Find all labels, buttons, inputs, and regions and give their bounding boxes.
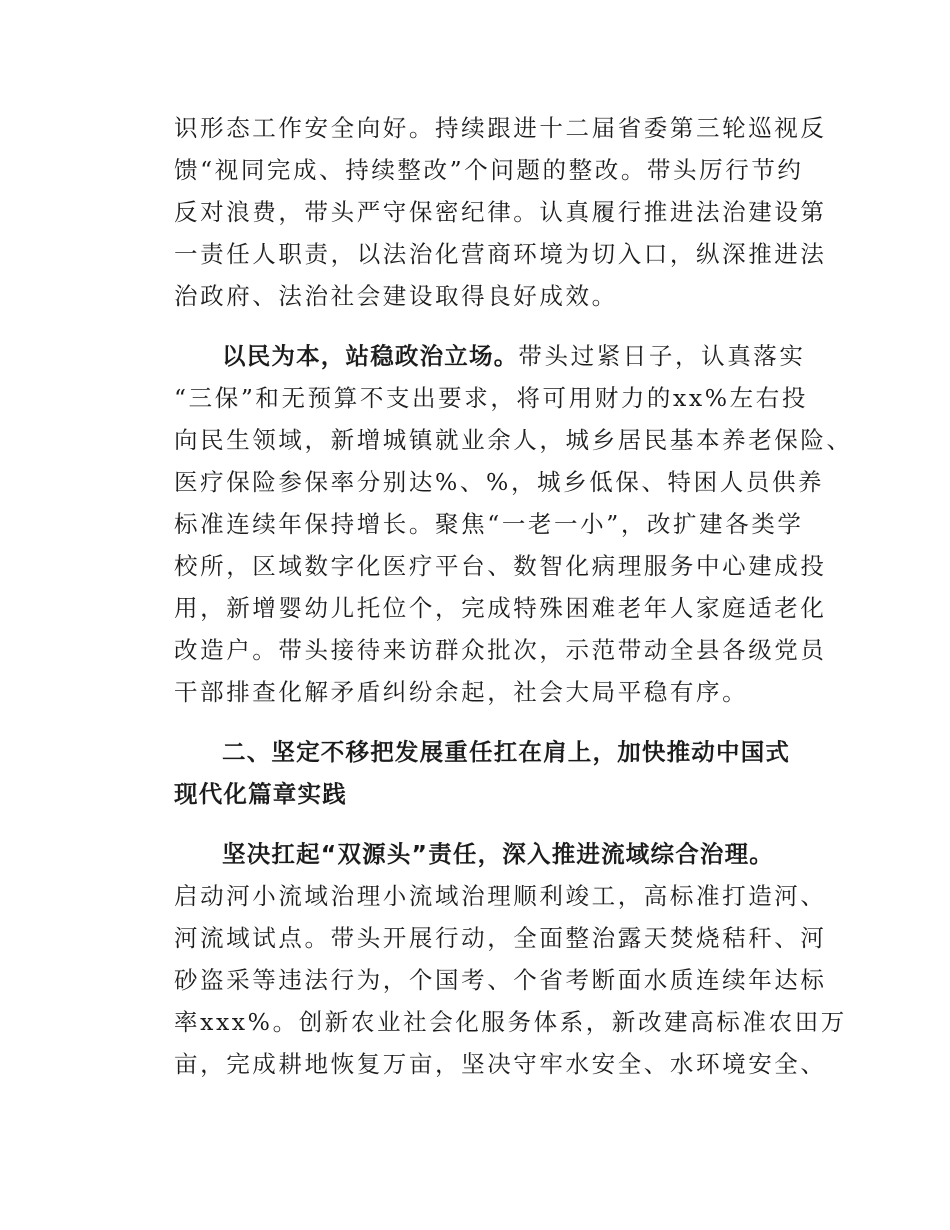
paragraph-line: 改造户。带头接待来访群众批次，示范带动全县各级党员 [174, 636, 827, 664]
paragraph-line: “三保”和无预算不支出要求，将可用财力的xx%左右投 [174, 384, 808, 412]
paragraph-line: 治政府、法治社会建设取得良好成效。 [174, 282, 618, 310]
section-heading-continued: 现代化篇章实践 [174, 780, 347, 808]
paragraph-line: 砂盗采等违法行为，个国考、个省考断面水质连续年达标 [174, 966, 827, 994]
paragraph-text: 带头过紧日子，认真落实 [518, 342, 806, 370]
paragraph-line: 一责任人职责，以法治化营商环境为切入口，纵深推进法 [174, 240, 827, 268]
paragraph-line: 校所，区域数字化医疗平台、数智化病理服务中心建成投 [174, 552, 827, 580]
paragraph-line: 识形态工作安全向好。持续跟进十二届省委第三轮巡视反 [174, 114, 827, 142]
paragraph-lead-bold: 以民为本，站稳政治立场。 [222, 342, 519, 370]
paragraph-line: 医疗保险参保率分别达%、%，城乡低保、特困人员供养 [174, 468, 825, 496]
paragraph-first-line [222, 341, 902, 371]
paragraph-line: 用，新增婴幼儿托位个，完成特殊困难老年人家庭适老化 [174, 594, 827, 622]
paragraph-line: 干部排查化解矛盾纠纷余起，社会大局平稳有序。 [174, 678, 749, 706]
paragraph-line: 反对浪费，带头严守保密纪律。认真履行推进法治建设第 [174, 198, 827, 226]
paragraph-line: 亩，完成耕地恢复万亩，坚决守牢水安全、水环境安全、 [174, 1050, 827, 1078]
paragraph-lead-bold: 坚决扛起“双源头”责任，深入推进流域综合治理。 [222, 840, 774, 868]
paragraph-line: 河流域试点。带头开展行动，全面整治露天焚烧秸秆、河 [174, 924, 827, 952]
paragraph-line: 馈“视同完成、持续整改”个问题的整改。带头厉行节约 [174, 156, 804, 184]
paragraph-line: 率xxx%。创新农业社会化服务体系，新改建高标准农田万 [174, 1008, 847, 1036]
section-heading: 二、坚定不移把发展重任扛在肩上，加快推动中国式 [222, 738, 791, 766]
paragraph-line: 向民生领域，新增城镇就业余人，城乡居民基本养老保险、 [174, 426, 853, 454]
paragraph-line: 标准连续年保持增长。聚焦“一老一小”，改扩建各类学 [174, 510, 804, 538]
paragraph-line: 启动河小流域治理小流域治理顺利竣工，高标准打造河、 [174, 882, 827, 910]
